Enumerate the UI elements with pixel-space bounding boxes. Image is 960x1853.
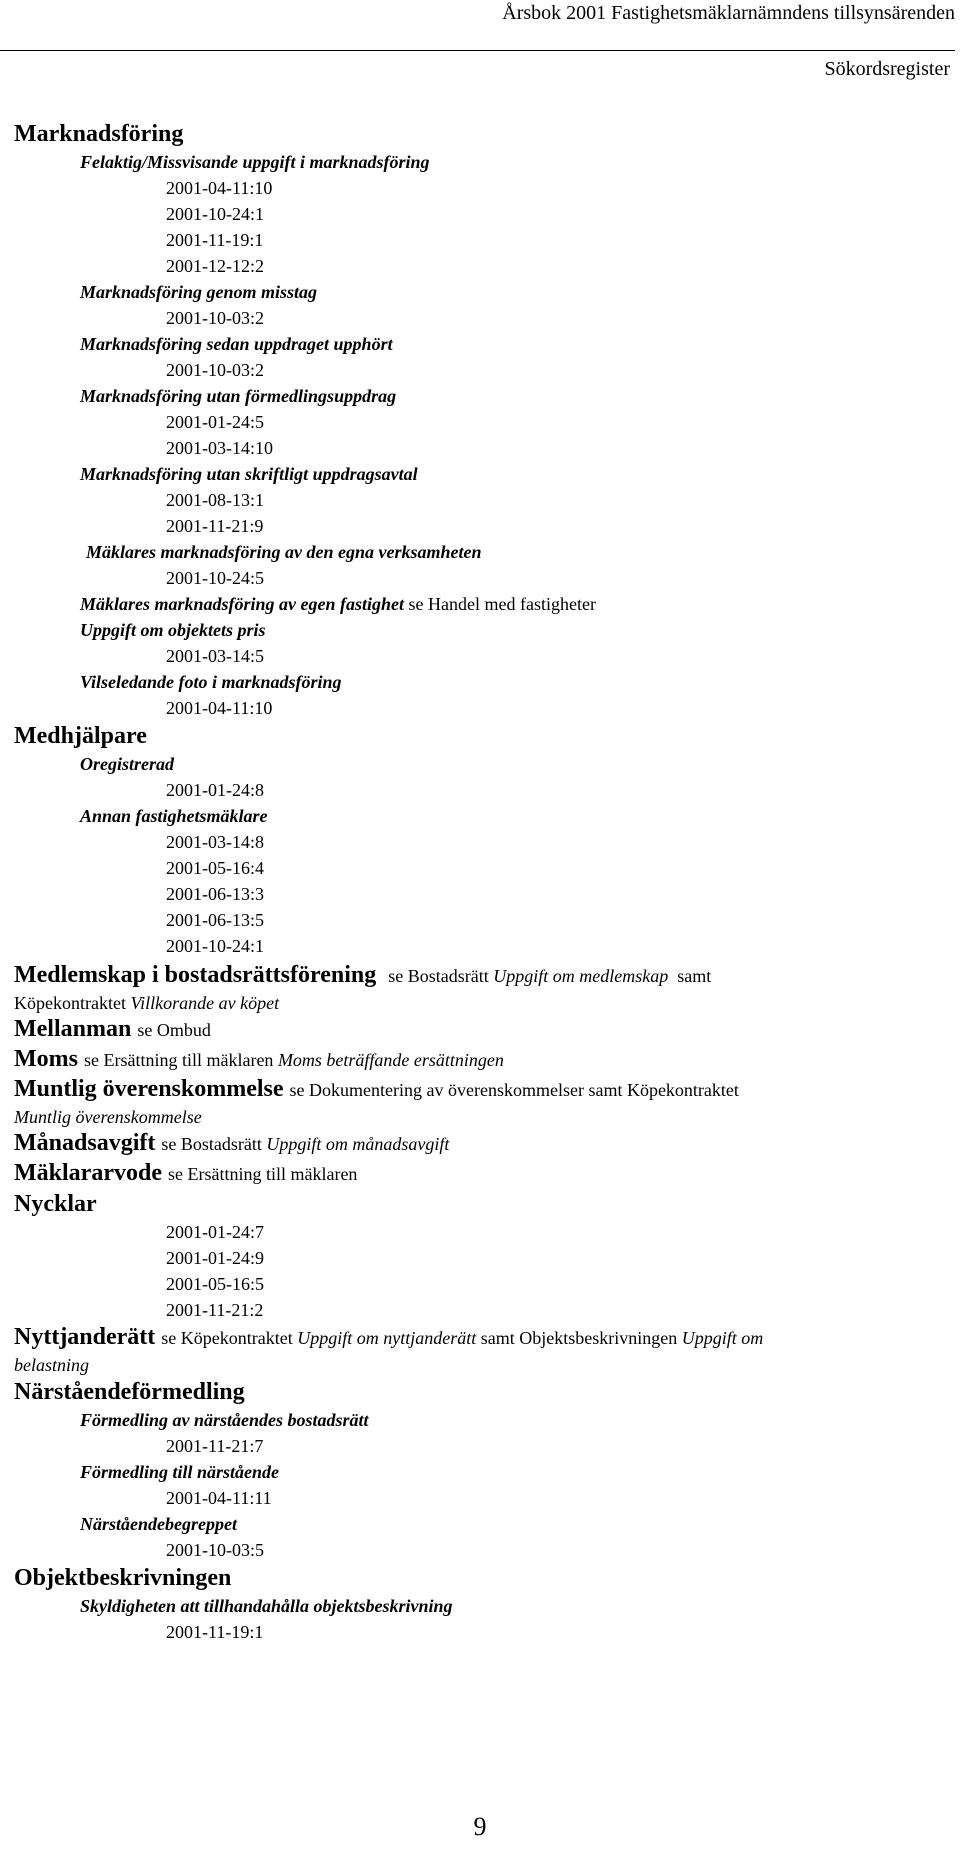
wrap-line — [14, 1105, 955, 1129]
entry-heading: Objektbeskrivningen — [14, 1565, 232, 1591]
entry-medhjalpare — [14, 721, 955, 959]
see-reference: se Handel med fastigheter — [408, 594, 596, 614]
sub-heading: Marknadsföring utan förmedlingsuppdrag — [80, 386, 397, 406]
entry-heading: Mellanman — [14, 1016, 132, 1042]
entry-manadsavgift — [14, 1129, 955, 1159]
index-content — [14, 119, 955, 1645]
see-reference — [161, 1134, 449, 1154]
see-italic: Uppgift om månadsavgift — [266, 1134, 450, 1154]
see-reference — [161, 1328, 763, 1348]
date-ref: 2001-11-21:9 — [166, 516, 264, 536]
date-ref: 2001-03-14:5 — [166, 646, 264, 666]
see-italic: Muntlig överenskommelse — [14, 1107, 202, 1127]
see-text: samt Objektsbeskrivningen — [480, 1328, 678, 1348]
see-italic: belastning — [14, 1355, 89, 1375]
date-ref: 2001-10-03:5 — [166, 1540, 264, 1560]
see-text: se Köpekontraktet — [161, 1328, 293, 1348]
entry-heading-line — [14, 1075, 955, 1105]
see-italic: Uppgift om nyttjanderätt — [297, 1328, 477, 1348]
entry-heading: Moms — [14, 1046, 78, 1072]
entry-heading: Medlemskap i bostadsrättsförening — [14, 962, 377, 988]
see-reference — [84, 1050, 504, 1070]
see-italic: Villkorande av köpet — [130, 993, 280, 1013]
entry-heading: Nyttjanderätt — [14, 1324, 156, 1350]
sub-heading: Marknadsföring utan skriftligt uppdragsavtal — [80, 464, 418, 484]
date-ref: 2001-06-13:5 — [166, 910, 264, 930]
see-reference: se Dokumentering av överenskommelser samt Köpekontraktet — [289, 1080, 739, 1100]
sub-heading: Skyldigheten att tillhandahålla objektsbeskrivning — [80, 1596, 453, 1616]
entry-muntlig — [14, 1075, 955, 1129]
sub-heading: Mäklares marknadsföring av den egna verksamheten — [86, 542, 482, 562]
entry-heading: Marknadsföring — [14, 121, 184, 147]
date-ref: 2001-10-24:5 — [166, 568, 264, 588]
date-ref: 2001-10-24:1 — [166, 204, 264, 224]
sub-heading: Förmedling till närstående — [80, 1462, 280, 1482]
entry-maklararvode — [14, 1159, 955, 1189]
see-text: se Bostadsrätt — [388, 966, 489, 986]
sub-heading: Oregistrerad — [80, 754, 174, 774]
entry-heading-line — [14, 1323, 955, 1353]
date-ref: 2001-01-24:7 — [166, 1222, 264, 1242]
date-ref: 2001-04-11:10 — [166, 178, 273, 198]
date-ref: 2001-06-13:3 — [166, 884, 264, 904]
entry-nycklar — [14, 1189, 955, 1323]
sub-heading: Förmedling av närståendes bostadsrätt — [80, 1410, 369, 1430]
date-ref: 2001-04-11:11 — [166, 1488, 272, 1508]
date-ref: 2001-04-11:10 — [166, 698, 273, 718]
entry-marknadsforing — [14, 119, 955, 721]
sub-heading: Närståendebegreppet — [80, 1514, 237, 1534]
date-ref: 2001-01-24:8 — [166, 780, 264, 800]
entry-heading: Muntlig överenskommelse — [14, 1076, 284, 1102]
date-ref: 2001-01-24:5 — [166, 412, 264, 432]
entry-heading: Månadsavgift — [14, 1130, 156, 1156]
entry-heading: Närståendeförmedling — [14, 1379, 245, 1405]
entry-objektbeskrivningen — [14, 1563, 955, 1645]
entry-mellanman — [14, 1015, 955, 1045]
date-ref: 2001-10-03:2 — [166, 308, 264, 328]
see-text: samt — [677, 966, 712, 986]
sub-heading: Marknadsföring sedan uppdraget upphört — [80, 334, 393, 354]
sub-heading: Felaktig/Missvisande uppgift i marknadsföring — [80, 152, 430, 172]
entry-heading-line — [14, 1045, 955, 1075]
see-reference: se Ersättning till mäklaren — [167, 1164, 358, 1184]
entry-medlemskap — [14, 961, 955, 1015]
entry-narstaende — [14, 1377, 955, 1563]
date-ref: 2001-01-24:9 — [166, 1248, 264, 1268]
entry-heading: Nycklar — [14, 1191, 97, 1217]
sub-heading: Vilseledande foto i marknadsföring — [80, 672, 342, 692]
see-italic: Uppgift om medlemskap — [493, 966, 669, 986]
entry-heading: Medhjälpare — [14, 723, 147, 749]
see-text: se Ersättning till mäklaren — [83, 1050, 274, 1070]
sub-heading: Uppgift om objektets pris — [80, 620, 266, 640]
see-text: se Bostadsrätt — [161, 1134, 262, 1154]
entry-heading-line — [14, 1129, 955, 1159]
date-ref: 2001-12-12:2 — [166, 256, 264, 276]
date-ref: 2001-10-03:2 — [166, 360, 264, 380]
entry-heading: Mäklararvode — [14, 1160, 162, 1186]
date-ref: 2001-05-16:5 — [166, 1274, 264, 1294]
sub-heading-with-see — [80, 591, 955, 617]
date-ref: 2001-11-21:7 — [166, 1436, 264, 1456]
date-ref: 2001-10-24:1 — [166, 936, 264, 956]
date-ref: 2001-03-14:8 — [166, 832, 264, 852]
entry-nyttjanderatt — [14, 1323, 955, 1377]
see-italic: Moms beträffande ersättningen — [277, 1050, 504, 1070]
date-ref: 2001-05-16:4 — [166, 858, 264, 878]
running-header — [0, 0, 955, 51]
see-reference: se Ombud — [137, 1020, 211, 1040]
entry-heading-line — [14, 1159, 955, 1189]
date-ref: 2001-11-19:1 — [166, 1622, 264, 1642]
wrap-line — [14, 991, 955, 1015]
see-italic: Uppgift om — [681, 1328, 764, 1348]
sub-heading-label: Mäklares marknadsföring av egen fastighet — [80, 594, 405, 614]
see-reference — [388, 966, 711, 986]
sub-heading: Annan fastighetsmäklare — [80, 806, 268, 826]
wrap-line — [14, 1353, 955, 1377]
page-number: 9 — [473, 1812, 487, 1841]
section-label: Sökordsregister — [824, 58, 950, 80]
entry-moms — [14, 1045, 955, 1075]
entry-heading-line — [14, 1015, 955, 1045]
see-text: Köpekontraktet — [14, 993, 126, 1013]
date-ref: 2001-11-21:2 — [166, 1300, 264, 1320]
entry-heading-line — [14, 961, 955, 991]
sub-heading: Marknadsföring genom misstag — [80, 282, 318, 302]
date-ref: 2001-08-13:1 — [166, 490, 264, 510]
date-ref: 2001-11-19:1 — [166, 230, 264, 250]
running-header-title: Årsbok 2001 Fastighetsmäklarnämndens tillsynsärenden — [502, 2, 955, 24]
date-ref: 2001-03-14:10 — [166, 438, 273, 458]
